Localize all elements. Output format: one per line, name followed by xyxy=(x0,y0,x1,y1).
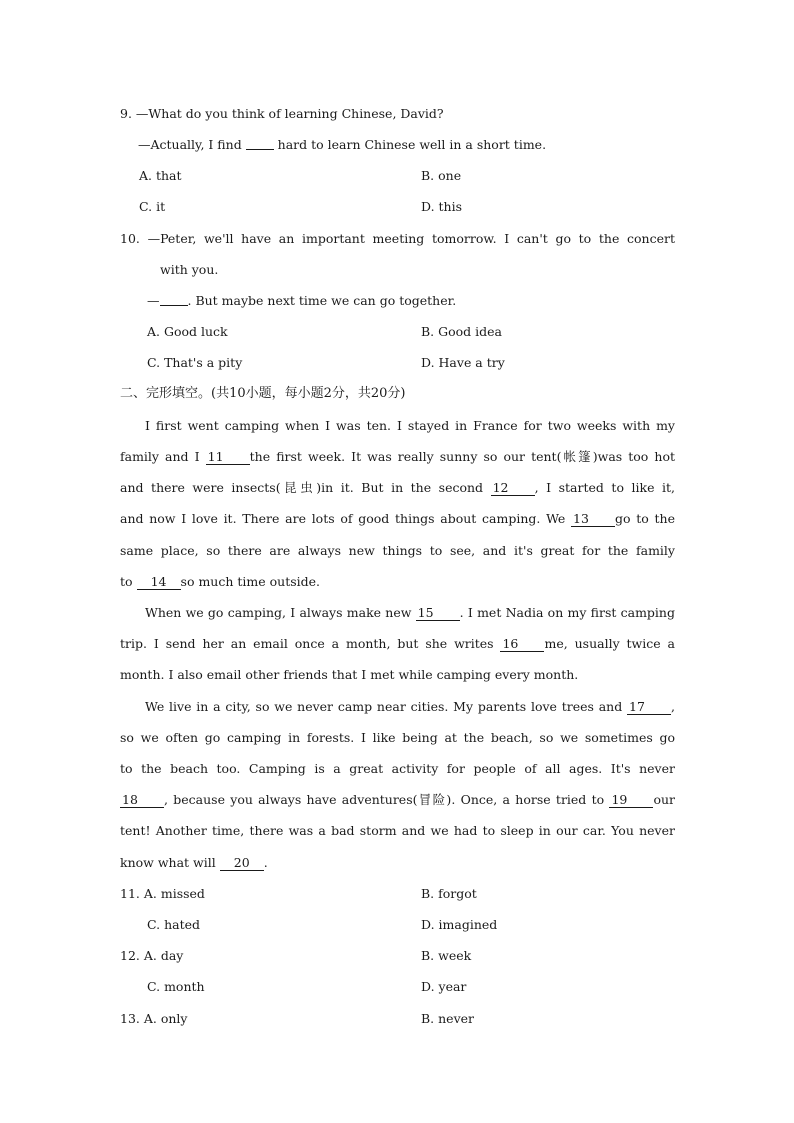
option-d: D. Have a try xyxy=(421,355,505,370)
option-a: A. Good luck xyxy=(147,324,228,339)
blank-19: 19 xyxy=(609,793,653,808)
passage-line: same place, so there are always new things to see, and it's great for the family xyxy=(120,543,675,558)
passage-line: tent! Another time, there was a bad storm and we had to sleep in our car. You never xyxy=(120,823,675,838)
passage-line: When we go camping, I always make new 15 . I met Nadia on my first camping xyxy=(145,605,675,620)
section-heading: 二、完形填空。(共10小题，每小题2分，共20分) xyxy=(120,386,406,401)
blank-16: 16 xyxy=(500,637,544,652)
passage-line: and now I love it. There are lots of good things about camping. We 13 go to the xyxy=(120,511,675,526)
option-d: D. this xyxy=(421,199,463,214)
choice-13-b: B. never xyxy=(421,1011,475,1026)
blank-18: 18 xyxy=(120,793,164,808)
passage-line: trip. I send her an email once a month, but she writes 16 me, usually twice a xyxy=(120,636,675,651)
question-10-answer: — . But maybe next time we can go together. xyxy=(147,293,457,308)
choice-11-b: B. forgot xyxy=(421,886,477,901)
answer-blank xyxy=(160,293,188,306)
choice-11-a: 11. A. missed xyxy=(120,886,205,901)
blank-11: 11 xyxy=(206,450,250,465)
answer-blank xyxy=(246,137,274,150)
passage-line: 18 , because you always have adventures(冒险). Once, a horse tried to 19 our xyxy=(122,792,675,807)
option-c: C. it xyxy=(139,199,166,214)
passage-line: month. I also email other friends that I met while camping every month. xyxy=(120,667,579,682)
question-10-prompt: 10. —Peter, we'll have an important meeting tomorrow. I can't go to the concert xyxy=(120,231,675,246)
blank-13: 13 xyxy=(571,512,615,527)
passage-line: to the beach too. Camping is a great activity for people of all ages. It's never xyxy=(120,761,675,776)
passage-line: so we often go camping in forests. I like being at the beach, so we sometimes go xyxy=(120,730,675,745)
choice-13-a: 13. A. only xyxy=(120,1011,188,1026)
passage-line: I first went camping when I was ten. I stayed in France for two weeks with my xyxy=(145,418,675,433)
choice-12-a: 12. A. day xyxy=(120,948,184,963)
question-9-answer: —Actually, I find hard to learn Chinese well in a short time. xyxy=(138,137,547,152)
passage-line: to 14 so much time outside. xyxy=(120,574,321,589)
passage-line: and there were insects(昆虫)in it. But in the second 12 , I started to like it, xyxy=(120,480,675,495)
blank-17: 17 xyxy=(627,700,671,715)
choice-12-d: D. year xyxy=(421,979,467,994)
blank-12: 12 xyxy=(491,481,535,496)
passage-line: know what will 20 . xyxy=(120,855,268,870)
blank-14: 14 xyxy=(137,575,181,590)
passage-line: family and I 11 the first week. It was really sunny so our tent(帐篷)was too hot xyxy=(120,449,675,464)
option-c: C. That's a pity xyxy=(147,355,243,370)
question-9-prompt: 9. —What do you think of learning Chinese, David? xyxy=(120,106,444,121)
choice-11-d: D. imagined xyxy=(421,917,498,932)
choice-12-c: C. month xyxy=(147,979,205,994)
choice-11-c: C. hated xyxy=(147,917,200,932)
option-b: B. Good idea xyxy=(421,324,502,339)
choice-12-b: B. week xyxy=(421,948,472,963)
question-10-prompt-cont: with you. xyxy=(160,262,219,277)
option-b: B. one xyxy=(421,168,462,183)
blank-20: 20 xyxy=(220,856,264,871)
option-a: A. that xyxy=(139,168,182,183)
blank-15: 15 xyxy=(416,606,460,621)
passage-line: We live in a city, so we never camp near cities. My parents love trees and 17 , xyxy=(145,699,675,714)
